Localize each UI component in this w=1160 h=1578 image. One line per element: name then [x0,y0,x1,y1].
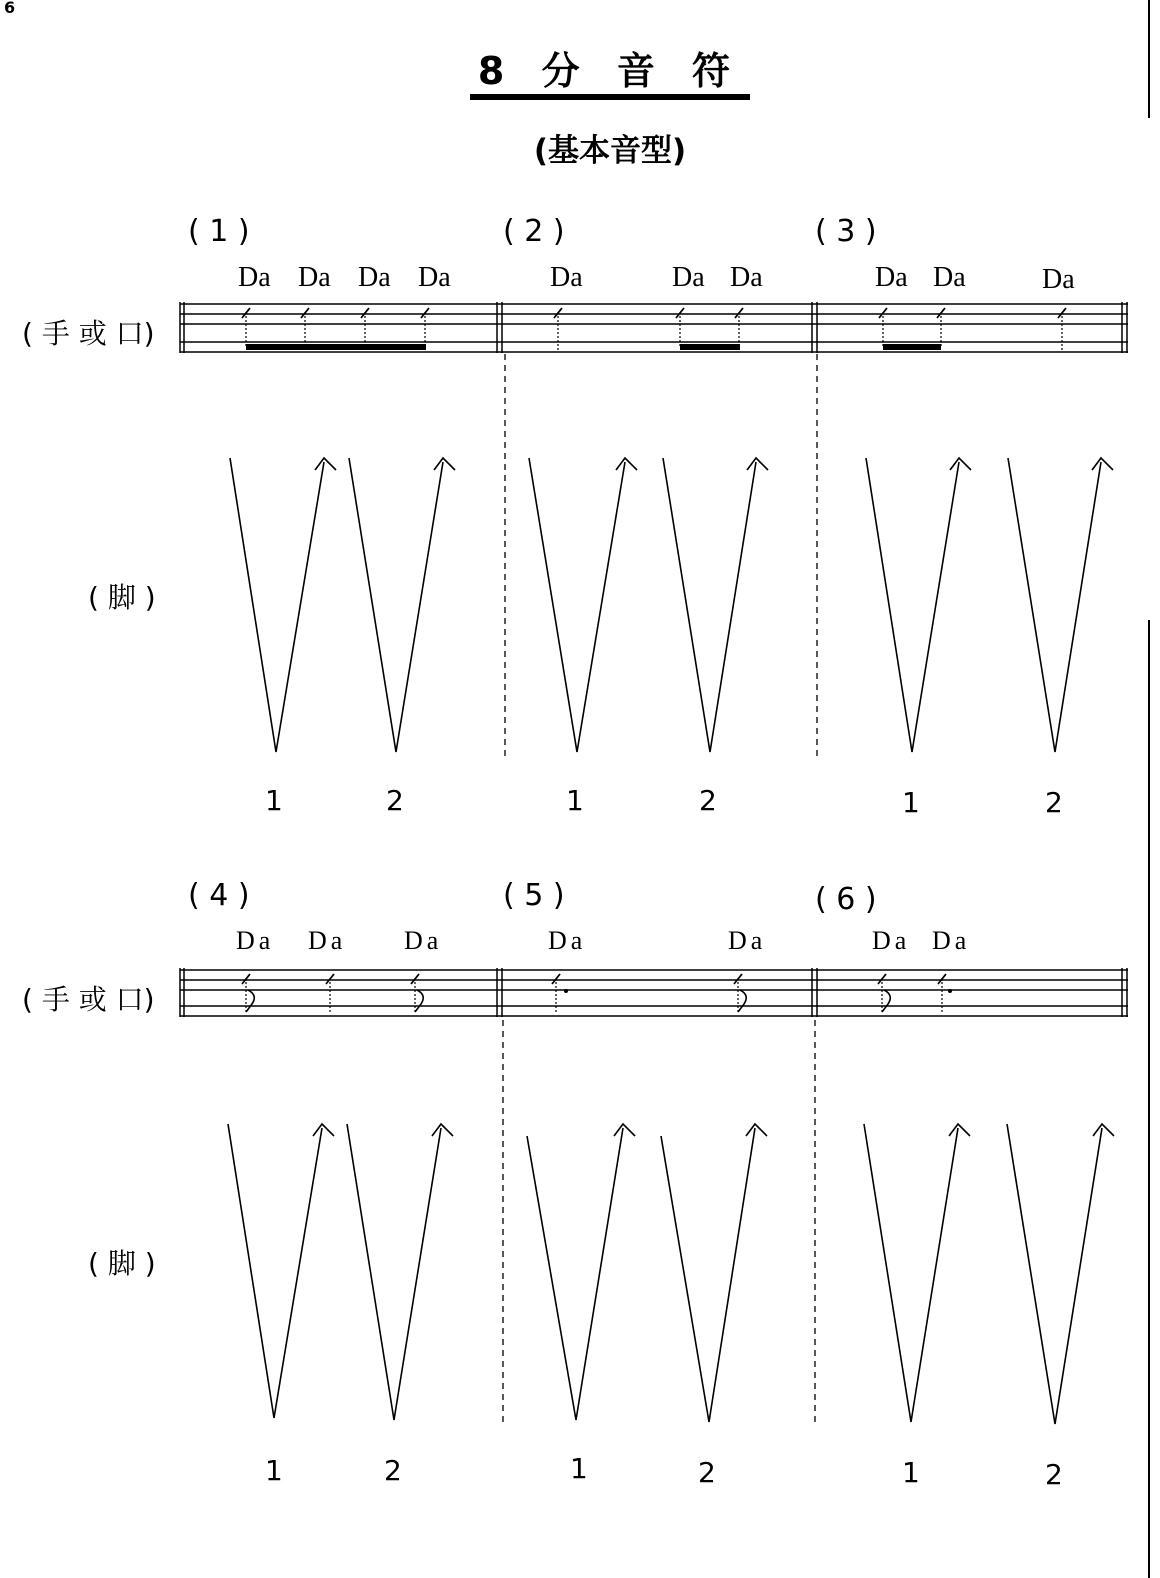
beat-count: 2 [386,784,404,817]
beat-count: 1 [566,784,584,817]
foot-tap-diagram-row-1 [230,458,1113,752]
separator-row-1 [505,354,817,756]
page-number: 6 [4,0,16,17]
staff-row-2 [180,968,1128,1017]
syllable: Da [298,262,331,293]
staff-row-label: ( 手 或 口) [22,317,155,350]
pattern-label: ( 1 ) [188,214,250,249]
beat-count: 1 [570,1452,588,1485]
page-subtitle: (基本音型) [533,133,687,169]
separator-row-2 [503,1020,815,1424]
syllable: Da [933,262,966,293]
beat-count: 2 [384,1454,402,1487]
syllable: Da [548,926,587,955]
syllable: Da [308,926,347,955]
beat-count: 2 [1045,786,1063,819]
syllable: Da [1042,264,1075,295]
beat-count: 2 [698,1456,716,1489]
syllable: Da [875,262,908,293]
beat-count: 2 [699,784,717,817]
syllable: Da [238,262,271,293]
pattern-label: ( 5 ) [503,878,565,913]
foot-row-label: ( 脚 ) [88,581,156,614]
syllable: Da [872,926,911,955]
pattern-label: ( 4 ) [188,878,250,913]
beat-count: 1 [265,784,283,817]
pattern-label: ( 2 ) [503,214,565,249]
syllable: Da [236,926,275,955]
foot-row-label: ( 脚 ) [88,1247,156,1280]
syllable: Da [418,262,451,293]
pattern-label: ( 3 ) [815,214,877,249]
beat-count: 1 [265,1454,283,1487]
beat-count: 1 [902,1456,920,1489]
staff-row-label: ( 手 或 口) [22,983,155,1016]
syllable: Da [730,262,763,293]
syllable: Da [358,262,391,293]
beat-count: 1 [902,786,920,819]
syllable: Da [728,926,767,955]
foot-tap-diagram-row-2 [228,1124,1114,1424]
beat-count: 2 [1045,1458,1063,1491]
page-title: 8 分 音 符 [477,49,743,93]
syllable: Da [404,926,443,955]
syllable: Da [932,926,971,955]
syllable: Da [672,262,705,293]
pattern-label: ( 6 ) [815,882,877,917]
syllable: Da [550,262,583,293]
